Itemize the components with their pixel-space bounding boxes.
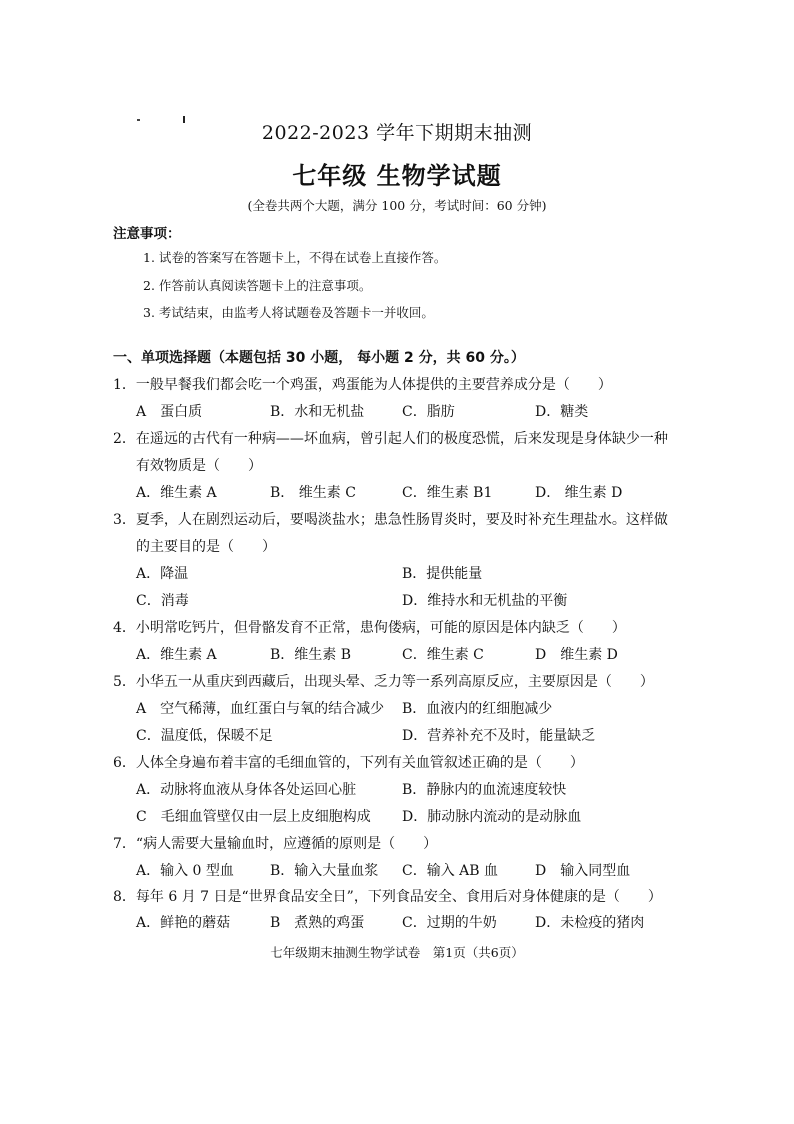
option-a: A．维生素 A xyxy=(136,485,217,501)
option-a: A．输入 0 型血 xyxy=(136,863,234,879)
option-c: C．温度低，保暖不足 xyxy=(136,728,273,744)
question-stem-continued: 的主要目的是（ ） xyxy=(136,539,276,555)
option-c: C．维生素 B1 xyxy=(402,485,493,501)
section-heading: 一、单项选择题（本题包括 30 小题， 每小题 2 分，共 60 分。） xyxy=(113,350,525,366)
question-stem: 1．一般早餐我们都会吃一个鸡蛋，鸡蛋能为人体提供的主要营养成分是（ ） xyxy=(113,377,612,393)
page-footer: 七年级期末抽测生物学试卷 第1页（共6页） xyxy=(270,945,524,960)
option-c: C．输入 AB 血 xyxy=(402,863,499,879)
notice-item: 2. 作答前认真阅读答题卡上的注意事项。 xyxy=(143,278,372,293)
option-b: B．静脉内的血流速度较快 xyxy=(402,782,567,798)
question-stem: 8．每年 6 月 7 日是“世界食品安全日”，下列食品安全、食用后对身体健康的是（ ） xyxy=(113,889,662,905)
notice-heading: 注意事项： xyxy=(113,226,181,242)
question-stem: 3．夏季，人在剧烈运动后，要喝淡盐水；患急性肠胃炎时，要及时补充生理盐水。这样做 xyxy=(113,512,668,528)
exam-info-note: (全卷共两个大题，满分 100 分，考试时间：60 分钟) xyxy=(247,198,547,213)
question-stem: 2．在遥远的古代有一种病——坏血病，曾引起人们的极度恐慌，后来发现是身体缺少一种 xyxy=(113,431,668,447)
question-stem: 7．“病人需要大量输血时，应遵循的原则是（ ） xyxy=(113,836,438,852)
exam-term-title: 2022-2023 学年下期期末抽测 xyxy=(261,122,533,144)
notice-item: 3. 考试结束，由监考人将试题卷及答题卡一并收回。 xyxy=(143,305,434,320)
option-d: D．营养补充不及时，能量缺乏 xyxy=(402,728,596,744)
option-a: A．鲜艳的蘑菇 xyxy=(136,915,231,931)
option-c: C．过期的牛奶 xyxy=(402,915,497,931)
option-a: A．动脉将血液从身体各处运回心脏 xyxy=(136,782,357,798)
option-d: D． 维生素 D xyxy=(535,485,623,501)
option-d: D 维生素 D xyxy=(535,647,618,663)
option-d: D．肺动脉内流动的是动脉血 xyxy=(402,809,582,825)
option-a: A．维生素 A xyxy=(136,647,217,663)
option-c: C．脂肪 xyxy=(402,404,455,420)
option-d: D．糖类 xyxy=(535,404,589,420)
question-stem: 5．小华五一从重庆到西藏后，出现头晕、乏力等一系列高原反应，主要原因是（ ） xyxy=(113,674,654,690)
option-b: B．血液内的红细胞减少 xyxy=(402,701,553,717)
option-b: B．水和无机盐 xyxy=(270,404,365,420)
exam-subject-title: 七年级 生物学试题 xyxy=(292,162,502,190)
question-stem: 4．小明常吃钙片，但骨骼发育不正常，患佝偻病，可能的原因是体内缺乏（ ） xyxy=(113,620,626,636)
option-b: B．输入大量血浆 xyxy=(270,863,379,879)
option-a: A．降温 xyxy=(136,566,189,582)
option-b: B．提供能量 xyxy=(402,566,483,582)
option-a: A 空气稀薄，血红蛋白与氧的结合减少 xyxy=(136,701,385,717)
option-d: D．维持水和无机盐的平衡 xyxy=(402,593,568,609)
option-d: D 输入同型血 xyxy=(535,863,631,879)
option-c: C．消毒 xyxy=(136,593,189,609)
option-d: D．未检疫的猪肉 xyxy=(535,915,645,931)
option-c: C．维生素 C xyxy=(402,647,484,663)
option-a: A 蛋白质 xyxy=(136,404,203,420)
notice-item: 1. 试卷的答案写在答题卡上，不得在试卷上直接作答。 xyxy=(143,250,447,265)
option-b: B 煮熟的鸡蛋 xyxy=(270,915,365,931)
question-stem: 6．人体全身遍布着丰富的毛细血管的，下列有关血管叙述正确的是（ ） xyxy=(113,755,584,771)
option-b: B．维生素 B xyxy=(270,647,352,663)
option-b: B． 维生素 C xyxy=(270,485,356,501)
option-c: C 毛细血管壁仅由一层上皮细胞构成 xyxy=(136,809,371,825)
question-stem-continued: 有效物质是（ ） xyxy=(136,458,262,474)
